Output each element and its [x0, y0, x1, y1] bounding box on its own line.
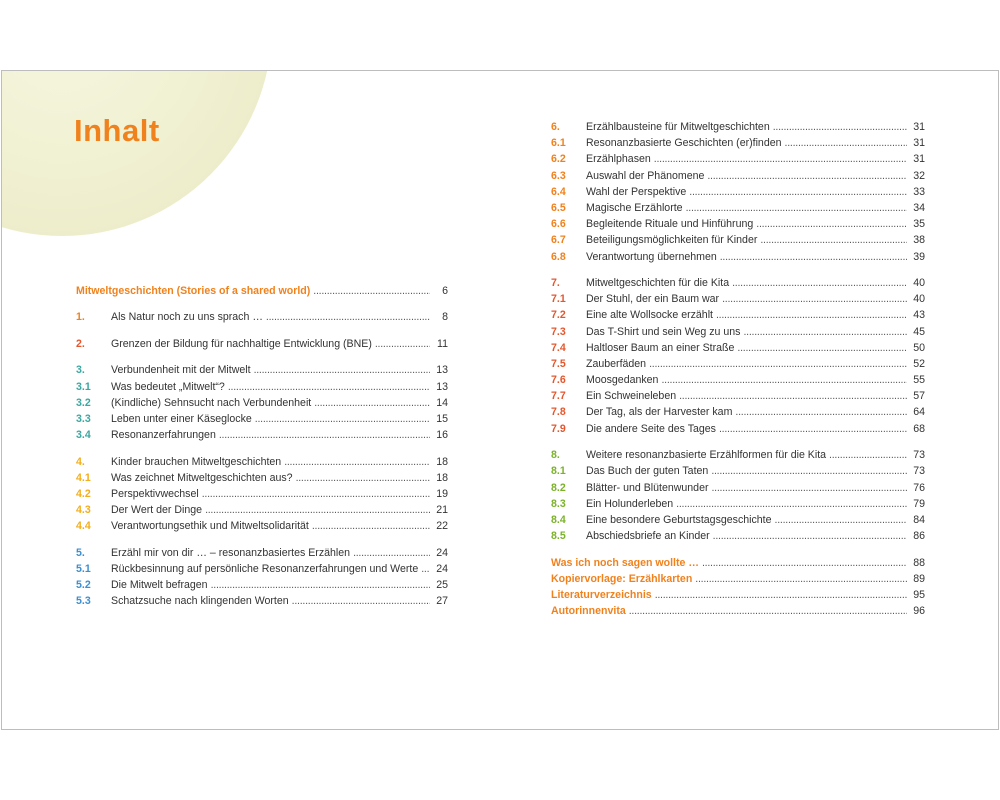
page-title: Inhalt — [74, 113, 160, 148]
toc-entry-label: Kopiervorlage: Erzählkarten — [551, 572, 693, 585]
toc-dot-leader — [785, 135, 907, 151]
toc-entry-label: Weitere resonanzbasierte Erzählformen für die Kita — [586, 449, 827, 462]
toc-entry — [76, 362, 448, 378]
toc-dot-leader — [266, 309, 430, 325]
toc-entry — [76, 379, 448, 395]
toc-entry-page: 38 — [913, 234, 925, 247]
toc-dot-leader — [722, 291, 907, 307]
toc-dot-leader — [312, 518, 430, 534]
toc-entry-page: 21 — [436, 504, 448, 517]
toc-entry-label: Verbundenheit mit der Mitwelt — [111, 364, 251, 377]
toc-entry — [551, 168, 925, 184]
toc-entry-label: Kinder brauchen Mitweltgeschichten — [111, 455, 282, 468]
toc-entry-label: Schatzsuche nach klingenden Worten — [111, 595, 289, 608]
toc-entry — [76, 309, 448, 325]
toc-entry-number: 6.2 — [551, 153, 566, 166]
toc-entry-label: Perspektivwechsel — [111, 488, 199, 501]
toc-entry-page: 24 — [436, 563, 448, 576]
toc-dot-leader — [829, 447, 907, 463]
toc-entry-label: Grenzen der Bildung für nachhaltige Entwicklung (BNE) — [111, 337, 372, 350]
toc-entry-page: 24 — [436, 546, 448, 559]
toc-entry — [76, 395, 448, 411]
toc-entry-page: 15 — [436, 413, 448, 426]
toc-entry-label: (Kindliche) Sehnsucht nach Verbundenheit — [111, 396, 312, 409]
toc-entry-label: Erzählphasen — [586, 153, 651, 166]
toc-entry-number: 5. — [76, 546, 85, 559]
toc-entry — [551, 496, 925, 512]
toc-entry-number: 6.4 — [551, 185, 566, 198]
toc-entry-label: Leben unter einer Käseglocke — [111, 413, 252, 426]
toc-entry — [551, 388, 925, 404]
toc-entry — [551, 249, 925, 265]
toc-entry — [76, 470, 448, 486]
toc-entry-number: 4.1 — [76, 471, 91, 484]
toc-entry — [76, 427, 448, 443]
toc-entry-number: 6.7 — [551, 234, 566, 247]
toc-entry-page: 68 — [913, 422, 925, 435]
toc-entry-label: Was ich noch sagen wollte … — [551, 556, 699, 569]
toc-dot-leader — [211, 577, 430, 593]
toc-entry-page: 50 — [913, 341, 925, 354]
toc-dot-leader — [702, 555, 907, 571]
toc-entry-page: 13 — [436, 380, 448, 393]
toc-entry-page: 31 — [913, 137, 925, 150]
toc-entry-label: Eine alte Wollsocke erzählt — [586, 309, 713, 322]
toc-entry-label: Auswahl der Phänomene — [586, 169, 705, 182]
toc-entry-page: 40 — [913, 276, 925, 289]
toc-entry-number: 8.2 — [551, 481, 566, 494]
toc-entry-page: 73 — [913, 449, 925, 462]
toc-dot-leader — [255, 411, 430, 427]
toc-entry — [551, 528, 925, 544]
toc-entry-number: 5.1 — [76, 563, 91, 576]
toc-entry-number: 4. — [76, 455, 85, 468]
toc-entry — [551, 275, 925, 291]
toc-entry-label: Zauberfäden — [586, 357, 647, 370]
toc-entry-label: Mitweltgeschichten (Stories of a shared world) — [76, 285, 311, 297]
toc-entry — [551, 119, 925, 135]
toc-dot-leader — [686, 200, 907, 216]
toc-entry-number: 7.2 — [551, 309, 566, 322]
toc-entry-number: 4.2 — [76, 488, 91, 501]
toc-entry-number: 8.3 — [551, 497, 566, 510]
toc-dot-leader — [353, 545, 430, 561]
toc-entry-page: 96 — [913, 605, 925, 618]
toc-entry-page: 14 — [436, 396, 448, 409]
toc-dot-leader — [202, 486, 430, 502]
toc-dot-leader — [228, 379, 430, 395]
toc-entry-page: 64 — [913, 406, 925, 419]
toc-entry-number: 7. — [551, 276, 560, 289]
toc-dot-leader — [654, 151, 907, 167]
toc-dot-leader — [296, 470, 430, 486]
toc-dot-leader — [719, 421, 907, 437]
toc-entry-label: Haltloser Baum an einer Straße — [586, 341, 735, 354]
toc-entry-page: 33 — [913, 185, 925, 198]
toc-entry — [76, 593, 448, 609]
toc-entry — [551, 324, 925, 340]
toc-entry — [76, 502, 448, 518]
toc-entry-number: 3.4 — [76, 429, 91, 442]
toc-entry-label: Erzähl mir von dir … – resonanzbasiertes Erzählen — [111, 546, 351, 559]
toc-entry-number: 6.1 — [551, 137, 566, 150]
toc-entry-label: Resonanzerfahrungen — [111, 429, 216, 442]
toc-dot-leader — [661, 372, 907, 388]
toc-entry-label: Autorinnenvita — [551, 605, 626, 618]
toc-entry-label: Verantwortungsethik und Mitweltsolidarität — [111, 520, 309, 533]
toc-entry-number: 6.8 — [551, 250, 566, 263]
toc-entry — [551, 307, 925, 323]
toc-entry — [551, 555, 925, 571]
toc-entry-label: Ein Schweineleben — [586, 390, 677, 403]
toc-entry-number: 6.5 — [551, 201, 566, 214]
toc-entry-label: Begleitende Rituale und Hinführung — [586, 218, 754, 231]
toc-entry-page: 88 — [913, 556, 925, 569]
toc-entry — [551, 447, 925, 463]
toc-entry-page: 19 — [436, 488, 448, 501]
toc-entry-label: Der Wert der Dinge — [111, 504, 203, 517]
toc-dot-leader — [712, 480, 908, 496]
toc-entry-page: 39 — [913, 250, 925, 263]
toc-dot-leader — [655, 587, 907, 603]
toc-entry-page: 76 — [913, 481, 925, 494]
toc-entry-page: 25 — [436, 579, 448, 592]
toc-entry-page: 57 — [913, 390, 925, 403]
toc-dot-leader — [254, 362, 430, 378]
toc-entry-page: 73 — [913, 465, 925, 478]
toc-dot-leader — [629, 603, 907, 619]
toc-entry-number: 2. — [76, 337, 85, 350]
toc-entry-number: 7.5 — [551, 357, 566, 370]
toc-entry-label: Was bedeutet „Mitwelt“? — [111, 380, 225, 393]
toc-entry-number: 4.4 — [76, 520, 91, 533]
toc-entry-number: 7.3 — [551, 325, 566, 338]
toc-entry-page: 18 — [436, 471, 448, 484]
toc-entry-page: 27 — [436, 595, 448, 608]
toc-entry-page: 55 — [913, 374, 925, 387]
toc-entry — [551, 512, 925, 528]
toc-entry-number: 7.7 — [551, 390, 566, 403]
toc-entry — [551, 587, 925, 603]
toc-entry-label: Resonanzbasierte Geschichten (er)finden — [586, 137, 782, 150]
toc-entry-label: Wahl der Perspektive — [586, 185, 687, 198]
toc-dot-leader — [732, 275, 907, 291]
toc-entry — [551, 356, 925, 372]
toc-dot-leader — [421, 561, 430, 577]
decorative-circle — [1, 70, 272, 236]
toc-dot-leader — [284, 454, 430, 470]
book-spread — [1, 70, 999, 730]
toc-entry — [76, 561, 448, 577]
toc-entry-label: Mitweltgeschichten für die Kita — [586, 276, 730, 289]
toc-entry-page: 35 — [913, 218, 925, 231]
toc-entry-number: 4.3 — [76, 504, 91, 517]
toc-entry-number: 3. — [76, 364, 85, 377]
toc-entry — [76, 518, 448, 534]
toc-entry-label: Beteiligungsmöglichkeiten für Kinder — [586, 234, 758, 247]
toc-entry-number: 8. — [551, 449, 560, 462]
toc-entry-page: 6 — [442, 285, 448, 297]
toc-entry-number: 8.4 — [551, 513, 566, 526]
toc-entry-page: 34 — [913, 201, 925, 214]
toc-dot-leader — [205, 502, 430, 518]
toc-entry-label: Rückbesinnung auf persönliche Resonanzerfahrungen und Werte — [111, 563, 419, 576]
toc-entry-label: Die andere Seite des Tages — [586, 422, 716, 435]
toc-entry — [551, 372, 925, 388]
toc-entry-label: Erzählbausteine für Mitweltgeschichten — [586, 121, 770, 133]
toc-entry-page: 31 — [913, 153, 925, 166]
toc-entry-number: 7.6 — [551, 374, 566, 387]
toc-entry-label: Als Natur noch zu uns sprach … — [111, 311, 263, 324]
toc-entry — [551, 291, 925, 307]
toc-entry-number: 6.6 — [551, 218, 566, 231]
toc-dot-leader — [720, 249, 907, 265]
toc-entry-page: 11 — [437, 337, 448, 350]
toc-entry — [551, 463, 925, 479]
toc-entry-label: Der Stuhl, der ein Baum war — [586, 293, 720, 306]
toc-dot-leader — [756, 216, 907, 232]
toc-entry-page: 18 — [436, 455, 448, 468]
toc-entry — [551, 151, 925, 167]
toc-entry-number: 5.3 — [76, 595, 91, 608]
toc-entry-label: Das T-Shirt und sein Weg zu uns — [586, 325, 741, 338]
toc-dot-leader — [775, 512, 907, 528]
toc-entry-label: Das Buch der guten Taten — [586, 465, 709, 478]
toc-entry-number: 5.2 — [76, 579, 91, 592]
toc-entry-page: 13 — [436, 364, 448, 377]
toc-dot-leader — [375, 336, 430, 352]
toc-entry-page: 84 — [913, 513, 925, 526]
toc-entry — [551, 200, 925, 216]
toc-dot-leader — [737, 340, 907, 356]
toc-entry — [551, 232, 925, 248]
toc-dot-leader — [314, 395, 430, 411]
toc-entry-number: 7.1 — [551, 293, 566, 306]
toc-dot-leader — [695, 571, 907, 587]
toc-dot-leader — [713, 528, 907, 544]
toc-entry-label: Eine besondere Geburtstagsgeschichte — [586, 513, 772, 526]
toc-entry-number: 3.3 — [76, 413, 91, 426]
toc-dot-leader — [292, 593, 430, 609]
toc-entry — [76, 486, 448, 502]
toc-entry — [76, 411, 448, 427]
toc-entry-number: 6.3 — [551, 169, 566, 182]
toc-entry-page: 86 — [913, 530, 925, 543]
toc-entry — [551, 184, 925, 200]
toc-entry-page: 89 — [913, 572, 925, 585]
toc-dot-leader — [689, 184, 907, 200]
toc-entry — [551, 404, 925, 420]
toc-entry-number: 8.5 — [551, 530, 566, 543]
toc-entry-page: 31 — [913, 121, 925, 133]
toc-dot-leader — [760, 232, 907, 248]
toc-entry-number: 7.9 — [551, 422, 566, 435]
toc-dot-leader — [649, 356, 907, 372]
toc-entry — [551, 571, 925, 587]
toc-entry — [551, 480, 925, 496]
toc-right-column — [551, 119, 925, 619]
toc-entry-label: Die Mitwelt befragen — [111, 579, 208, 592]
toc-entry-page: 16 — [436, 429, 448, 442]
toc-entry — [551, 421, 925, 437]
toc-entry-page: 8 — [442, 311, 448, 324]
toc-entry — [551, 340, 925, 356]
toc-entry-page: 32 — [913, 169, 925, 182]
toc-entry-label: Moosgedanken — [586, 374, 659, 387]
toc-entry-page: 52 — [913, 357, 925, 370]
toc-entry-label: Was zeichnet Mitweltgeschichten aus? — [111, 471, 293, 484]
toc-entry-page: 79 — [913, 497, 925, 510]
toc-entry-number: 6. — [551, 121, 560, 133]
toc-dot-leader — [716, 307, 907, 323]
toc-dot-leader — [743, 324, 907, 340]
toc-dot-leader — [735, 404, 907, 420]
toc-entry — [76, 545, 448, 561]
toc-entry-number: 8.1 — [551, 465, 566, 478]
toc-entry — [551, 216, 925, 232]
toc-dot-leader — [711, 463, 907, 479]
toc-entry-number: 7.8 — [551, 406, 566, 419]
toc-entry-label: Literaturverzeichnis — [551, 588, 652, 601]
toc-entry-label: Abschiedsbriefe an Kinder — [586, 530, 710, 543]
toc-entry-label: Magische Erzählorte — [586, 201, 683, 214]
toc-entry — [551, 603, 925, 619]
toc-entry — [76, 577, 448, 593]
toc-entry-label: Der Tag, als der Harvester kam — [586, 406, 733, 419]
toc-entry-number: 3.2 — [76, 396, 91, 409]
toc-dot-leader — [676, 496, 907, 512]
toc-entry-page: 43 — [913, 309, 925, 322]
toc-left-column — [76, 283, 448, 610]
toc-entry-page: 40 — [913, 293, 925, 306]
toc-dot-leader — [219, 427, 430, 443]
toc-entry-label: Verantwortung übernehmen — [586, 250, 717, 263]
toc-dot-leader — [313, 283, 430, 299]
toc-entry-page: 45 — [913, 325, 925, 338]
toc-entry — [76, 454, 448, 470]
toc-entry — [76, 336, 448, 352]
toc-dot-leader — [773, 119, 907, 135]
toc-entry-number: 1. — [76, 311, 85, 324]
toc-dot-leader — [707, 168, 907, 184]
toc-entry-label: Blätter- und Blütenwunder — [586, 481, 709, 494]
toc-entry-number: 7.4 — [551, 341, 566, 354]
toc-entry-page: 95 — [913, 588, 925, 601]
toc-dot-leader — [679, 388, 907, 404]
toc-entry — [551, 135, 925, 151]
toc-entry-label: Ein Holunderleben — [586, 497, 674, 510]
toc-entry-page: 22 — [436, 520, 448, 533]
toc-entry-number: 3.1 — [76, 380, 91, 393]
toc-entry — [76, 283, 448, 299]
